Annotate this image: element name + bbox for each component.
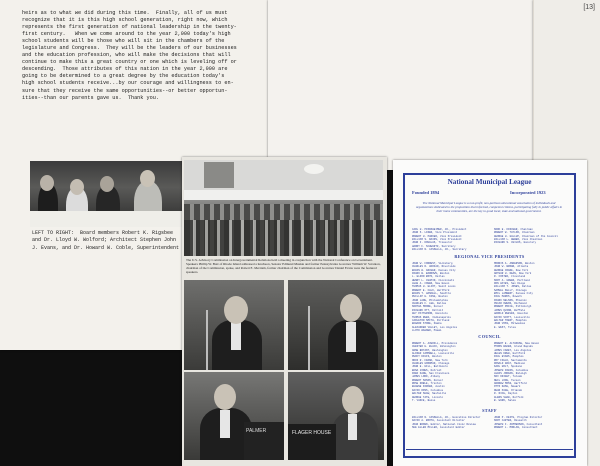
incorporated-label: Incorporated 1923 [510,190,546,195]
speaker-photo-3: PALMER [184,372,284,460]
speaker-photo-2 [288,280,384,370]
council-list-right: ROBERT E. ALTHOUSE, New Haven MYRON BAKER, Grand Rapids JAMES CAREY, Los Angeles HELEN DREW, Hartford PAUL EVANS, Memphis ROY FIELD, Sacramento DONALD GRAY, Madison KARL HOLT, Spokane JOSEPH IRWIN, Columbus LEWIS JORDAN, Raleigh MAX KNIGHT, Toledo NEIL LONG, Tucson ANDREW MOSS, Hartford OTTO NASH, Newark DEAN PAGE, Orlando R. RICE, Dayton GLENN SHAW, Norfolk B. WARD, Salem [494,342,540,402]
section-heading-staff: STAFF [482,408,497,413]
regional-list-left: JOHN W. FORREST, Vicksburg CHARLES R. ADRIAN, Riverside EDWIN W. ARCHER, Kansas City FRANK B. BARROWS, Boston L. ELDON BOYD, Dallas HENRY L. CHAPIN, Cincinnati LEAH A. COHEN, New Haven THOMAS H. ELIOT, Saint Louis ROBERT E. FALK, Hartford EDWIN T. HASKELL, Seattle PHILLIP H. KING, Boston JOHN LANE, Philadelphia CHARLES F. LEE, Dallas MARTHA MOORE, Denver RICHARD OTT, Detroit GUY PATTERSON, Honolulu THOMAS REED, Indianapolis CARLETON SMITH, Portland EDWARD STONE, Omaha ALEXANDER VALLEY, Los Angeles LLOYD WAGNER, Miami [412,262,458,332]
page-number: [13] [583,4,595,11]
speech-text: heirs as to what we did during this time. Finally, all of us must recognize that it is this high school generation, right now, which represents the first generation of national leadership in the twenty- first century. When we come around to the year 2,000 today's high school students will be those who will sit in the chambers of the legislature and Congress. They will be the leaders of our businesses and the education profession, who will make the decisions that will continue to make this a great country or one which is leveling off or descending. Those attributes of this nation in the year 2,000 are going to be determined to a great degree by the education today's high school students receive...by our courage and willingness to en- sure that they receive the same opportunities--or better opportun- ities--than our parents gave us. Thank you. [22,10,237,101]
podium-sign: FLAGER HOUSE [292,430,332,436]
letterhead-description: The National Municipal League is a non-profit, non-partisan educational association of individuals and organizations dedicated to the proposition that informed, competent citizens, participating fully in public affairs in their home communities, are the key to good local, state and national government. [415,201,563,214]
officers-list-left: CARL H. PFORZHEIMER, JR., President JOHN S. LINEN, Vice President ROBERT H. PARKER, Vice President WILLIAM S. RAINS, Vice President JOHN F. DOUGLAS, Treasurer HARRY F. SCHWARTZ, Secretary WILLIAM N. CASSELLA, JR., Secretary [412,228,467,252]
board-photo-caption: LEFT TO RIGHT: Board members Robert K. Rigsbee and Dr. Lloyd W. Wolford; Architect Stephen John J. Evans, and Dr. Howard W. Coble, Superintendent [32,230,180,251]
officers-list-right: MARK E. KIRCHER, Chairman ROBERT W. TAYLOR, Chairman GEORGE H. GALLUP, Chairman of the Council WILLIAM L. WEBER, Vice Chairman RICHARD S. CHILDS, Honorary [494,228,558,245]
staff-list-right: JOHN P. KEITH, Program Director MARY CARTER, Research JOSEPH F. ZIMMERMAN, Consultant ROBERT L. MORLAN, Consultant [494,416,543,430]
section-heading-regional: REGIONAL VICE PRESIDENTS [454,254,525,259]
founded-label: Founded 1894 [412,190,440,195]
letterhead-footer-rule [406,449,573,456]
board-members-photo [30,161,182,227]
speaker-photo-4 [288,372,384,460]
speaker-photo-1 [184,280,284,370]
staff-list-left: WILLIAM N. CASSELLA, JR., Executive Director DAVID A. BOOTH, Assistant Director JOAN BROWN, Editor, National Civic Review SUE ELLEN MILLER, Assistant Editor [412,416,481,430]
regional-list-right: MORRIS A. ANDERSON, Boston JOHN W. BROWN, Atlanta GEORGE CRANE, New York ARTHUR H. DEAN, New York R. FOSTER, Cleveland MARY A. GREEN, Portland DON HAYES, San Diego WILLIAM T. JONES, Dallas SAMUEL KELLY, Chicago EMIL LAMBERT, Kansas City PAUL MARKS, Newark FRANK NELSON, Phoenix OSCAR OWENS, Richmond ROBERT PRICE, Pittsburgh JAMES QUINN, Buffalo HAROLD REEVES, Houston DAVID SCOTT, Louisville WALTER TRENT, Memphis JOHN VOSS, Milwaukee E. WEST, Tulsa [494,262,535,329]
clipping-caption: The U.S. Advisory Commission on Intergovernmental Relations held a meeting in conjunction with the National Conference on Government. Speakers Phillip W. Burr of Rhode Island addressed a luncheon, Senator Edmund Muskie and former Pennsylvania Governor William W. Scranton, chairman of the Commission, spoke, and Robert E. Merriam, former chairman of the Commission and Governor Daniel Evans were the featured speakers. [186,258,381,274]
letterhead-title: National Municipal League [447,178,532,186]
council-list-left: ROBERT A. AVERILL, Providence CHESTER H. BLACK, Wilmington ANNE BRYANT, Washington ALFRED CAMPBELL, Louisville PERCY DAVIS, Boston ORIN R. FRANK, New York CHARLES GOODMAN, Chicago JOHN E. HILL, Baltimore EDNA JONES, Detroit FRED KANE, San Francisco JAMES LORD, Albany ROBERT MASON, Denver ROSE NOBLE, Trenton EUGENE PARKER, Austin DAVID ROSS, Columbus WALTER SHAW, Nashville GEORGE TATE, Lincoln T. VANCE, Boise [412,342,458,402]
conference-hall-photo [184,160,383,256]
section-heading-council: COUNCIL [478,334,501,339]
